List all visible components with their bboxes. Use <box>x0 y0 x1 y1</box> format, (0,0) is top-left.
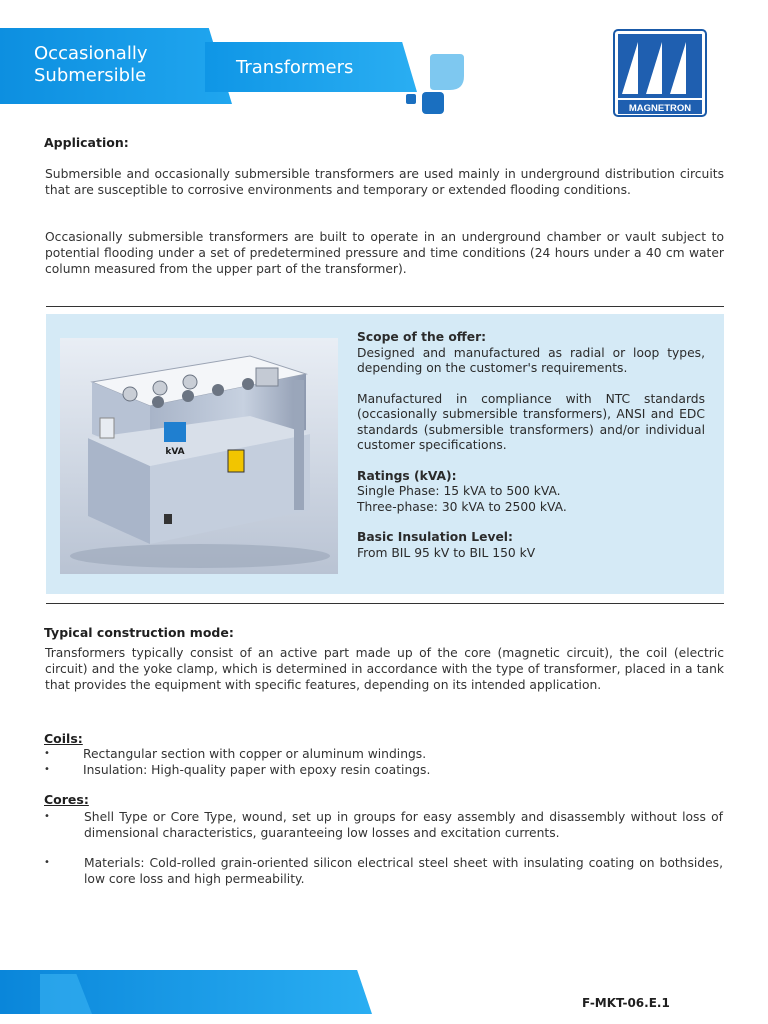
coil-item <box>44 746 724 762</box>
cores-title: Cores: <box>44 792 89 807</box>
ratings-three-phase: Three-phase: 30 kVA to 2500 kVA. <box>357 499 567 514</box>
scope-title: Scope of the offer: <box>357 330 487 344</box>
bil-title: Basic Insulation Level: <box>357 530 513 544</box>
scope-text-2: Manufactured in compliance with NTC standards (occasionally submersible transformers), ANSI and EDC standards (submersible transformers) and/or individual customer specifications. <box>357 391 705 452</box>
construction-title: Typical construction mode: <box>44 625 234 640</box>
logo-text: MAGNETRON <box>628 103 692 114</box>
bullet-icon: • <box>44 857 50 868</box>
document-code: F-MKT-06.E.1 <box>582 996 670 1010</box>
bullet-icon: • <box>44 764 50 775</box>
bullet-icon: • <box>44 811 50 822</box>
application-paragraph-2: Occasionally submersible transformers are built to operate in an underground chamber or vault subject to potential flooding under a set of predetermined pressure and time conditions (24 hours under a 40 cm water column measured from the upper part of the transformer). <box>45 230 724 276</box>
coils-title: Coils: <box>44 731 83 746</box>
core-item-text: Shell Type or Core Type, wound, set up in groups for easy assembly and disassembly without loss of dimensional characteristics, guaranteeing low losses and excitation currents. <box>84 810 723 840</box>
photo-kva-label: kVA <box>165 447 185 457</box>
construction-text: Transformers typically consist of an active part made up of the core (magnetic circuit), the coil (electric circuit) and the yoke clamp, which is determined in accordance with the type of transformer, placed in a tank that provides the equipment with specific features, depending on its intended application. <box>45 646 724 692</box>
header-tab-text <box>34 43 147 87</box>
header-line-1: Occasionally <box>34 43 148 64</box>
bullet-icon: • <box>44 748 50 759</box>
ratings-single-phase: Single Phase: 15 kVA to 500 kVA. <box>357 484 561 498</box>
header-line-2: Submersible <box>34 65 147 86</box>
bil-text: From BIL 95 kV to BIL 150 kV <box>357 545 536 560</box>
header-tab-transformers-text: Transformers <box>236 57 354 78</box>
application-paragraph-1: Submersible and occasionally submersible transformers are used mainly in underground distribution circuits that are susceptible to corrosive environments and temporary or extended flooding conditions. <box>45 167 724 197</box>
application-title: Application: <box>44 135 129 150</box>
coil-item-text: Insulation: High-quality paper with epoxy resin coatings. <box>83 763 431 777</box>
divider-bottom <box>46 603 724 604</box>
core-item-text: Materials: Cold-rolled grain-oriented silicon electrical steel sheet with insulating coating on bothsides, low core loss and high permeability. <box>84 856 723 886</box>
transformer-photo <box>60 338 338 574</box>
core-item <box>44 809 724 843</box>
scope-text-1: Designed and manufactured as radial or loop types, depending on the customer's requirements. <box>357 345 705 375</box>
coil-item-text: Rectangular section with copper or aluminum windings. <box>83 747 427 761</box>
core-item <box>44 855 724 889</box>
decorative-shapes-icon <box>402 52 466 114</box>
coil-item <box>44 762 724 778</box>
ratings-title: Ratings (kVA): <box>357 468 457 483</box>
scope-column <box>357 330 705 561</box>
magnetron-logo <box>612 28 708 118</box>
divider-top <box>46 306 724 307</box>
